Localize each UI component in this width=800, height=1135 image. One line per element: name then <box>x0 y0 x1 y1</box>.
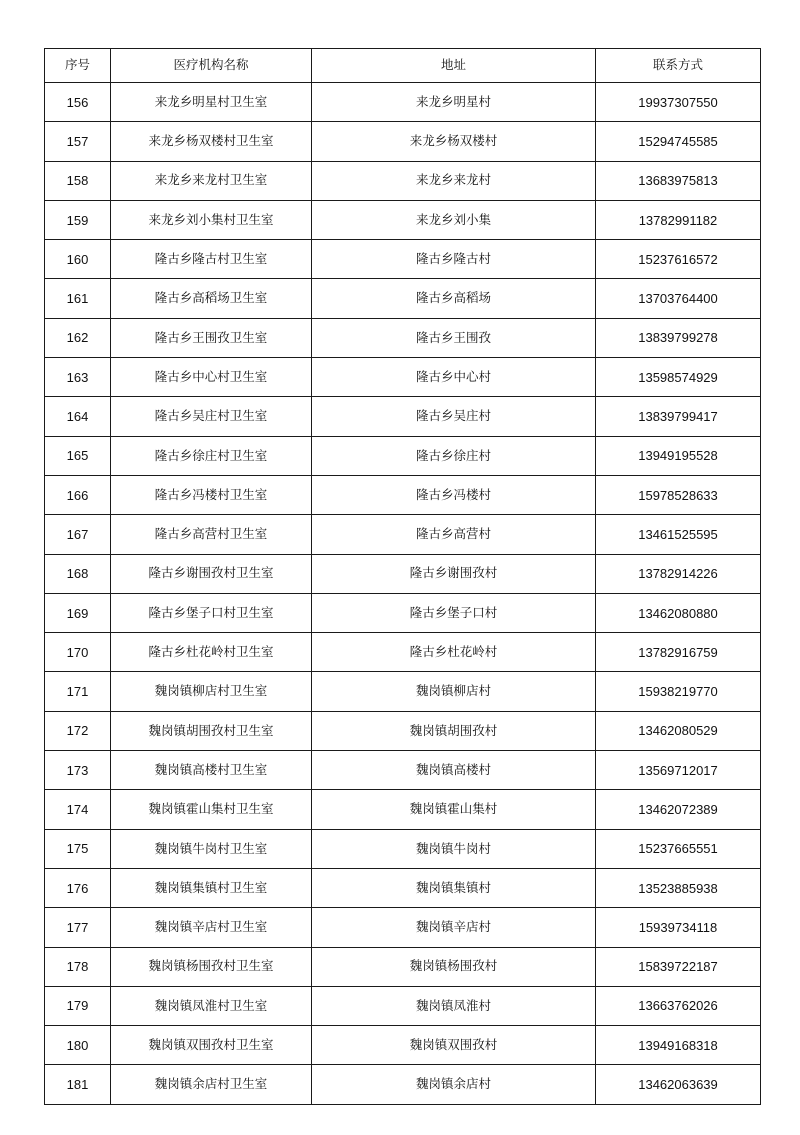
cell-institution-name: 隆古乡高营村卫生室 <box>111 515 312 554</box>
table-row <box>45 397 761 436</box>
table-row <box>45 122 761 161</box>
cell-serial: 156 <box>45 83 111 122</box>
cell-institution-name: 来龙乡刘小集村卫生室 <box>111 200 312 239</box>
cell-serial: 161 <box>45 279 111 318</box>
cell-contact: 13683975813 <box>596 161 761 200</box>
cell-address: 来龙乡来龙村 <box>312 161 596 200</box>
cell-address: 魏岗镇杨围孜村 <box>312 947 596 986</box>
cell-contact: 13782991182 <box>596 200 761 239</box>
cell-address: 魏岗镇辛店村 <box>312 908 596 947</box>
table-row <box>45 593 761 632</box>
table-row <box>45 1065 761 1104</box>
cell-institution-name: 隆古乡堡子口村卫生室 <box>111 593 312 632</box>
cell-institution-name: 隆古乡吴庄村卫生室 <box>111 397 312 436</box>
cell-address: 魏岗镇集镇村 <box>312 868 596 907</box>
cell-serial: 179 <box>45 986 111 1025</box>
cell-address: 隆古乡杜花岭村 <box>312 633 596 672</box>
cell-institution-name: 隆古乡高稻场卫生室 <box>111 279 312 318</box>
cell-contact: 13949168318 <box>596 1026 761 1065</box>
cell-institution-name: 隆古乡徐庄村卫生室 <box>111 436 312 475</box>
cell-contact: 15978528633 <box>596 475 761 514</box>
cell-address: 魏岗镇高楼村 <box>312 751 596 790</box>
header-contact: 联系方式 <box>596 49 761 83</box>
table-row <box>45 672 761 711</box>
cell-serial: 165 <box>45 436 111 475</box>
cell-contact: 13782916759 <box>596 633 761 672</box>
cell-serial: 171 <box>45 672 111 711</box>
cell-contact: 13462072389 <box>596 790 761 829</box>
cell-contact: 15237665551 <box>596 829 761 868</box>
table-row <box>45 868 761 907</box>
cell-contact: 15938219770 <box>596 672 761 711</box>
table-row <box>45 200 761 239</box>
cell-serial: 160 <box>45 240 111 279</box>
header-row <box>45 49 761 83</box>
cell-serial: 166 <box>45 475 111 514</box>
cell-serial: 172 <box>45 711 111 750</box>
cell-contact: 13461525595 <box>596 515 761 554</box>
cell-institution-name: 隆古乡中心村卫生室 <box>111 358 312 397</box>
cell-contact: 13949195528 <box>596 436 761 475</box>
cell-serial: 177 <box>45 908 111 947</box>
table-row <box>45 83 761 122</box>
cell-institution-name: 来龙乡明星村卫生室 <box>111 83 312 122</box>
cell-serial: 169 <box>45 593 111 632</box>
cell-address: 魏岗镇柳店村 <box>312 672 596 711</box>
cell-address: 隆古乡隆古村 <box>312 240 596 279</box>
cell-contact: 13523885938 <box>596 868 761 907</box>
cell-institution-name: 魏岗镇余店村卫生室 <box>111 1065 312 1104</box>
table-row <box>45 986 761 1025</box>
cell-institution-name: 魏岗镇高楼村卫生室 <box>111 751 312 790</box>
cell-contact: 13839799278 <box>596 318 761 357</box>
cell-address: 来龙乡刘小集 <box>312 200 596 239</box>
cell-serial: 167 <box>45 515 111 554</box>
cell-contact: 13782914226 <box>596 554 761 593</box>
table-row <box>45 947 761 986</box>
cell-address: 魏岗镇牛岗村 <box>312 829 596 868</box>
cell-contact: 13462063639 <box>596 1065 761 1104</box>
table-row <box>45 633 761 672</box>
cell-address: 隆古乡高营村 <box>312 515 596 554</box>
cell-address: 来龙乡杨双楼村 <box>312 122 596 161</box>
cell-institution-name: 隆古乡杜花岭村卫生室 <box>111 633 312 672</box>
header-serial: 序号 <box>45 49 111 83</box>
cell-address: 魏岗镇胡围孜村 <box>312 711 596 750</box>
cell-serial: 159 <box>45 200 111 239</box>
table-header <box>45 49 761 83</box>
cell-address: 来龙乡明星村 <box>312 83 596 122</box>
table-row <box>45 475 761 514</box>
cell-address: 魏岗镇凤淮村 <box>312 986 596 1025</box>
table-row <box>45 751 761 790</box>
table-row <box>45 436 761 475</box>
table-row <box>45 358 761 397</box>
cell-serial: 175 <box>45 829 111 868</box>
table-row <box>45 554 761 593</box>
cell-contact: 13703764400 <box>596 279 761 318</box>
cell-serial: 176 <box>45 868 111 907</box>
table-row <box>45 279 761 318</box>
cell-serial: 181 <box>45 1065 111 1104</box>
table-row <box>45 908 761 947</box>
cell-contact: 13569712017 <box>596 751 761 790</box>
cell-serial: 173 <box>45 751 111 790</box>
cell-address: 隆古乡王围孜 <box>312 318 596 357</box>
cell-institution-name: 隆古乡王围孜卫生室 <box>111 318 312 357</box>
cell-contact: 19937307550 <box>596 83 761 122</box>
cell-contact: 15839722187 <box>596 947 761 986</box>
table-row <box>45 161 761 200</box>
table-row <box>45 515 761 554</box>
table-row <box>45 318 761 357</box>
cell-contact: 15939734118 <box>596 908 761 947</box>
cell-serial: 180 <box>45 1026 111 1065</box>
cell-institution-name: 隆古乡谢围孜村卫生室 <box>111 554 312 593</box>
cell-institution-name: 隆古乡冯楼村卫生室 <box>111 475 312 514</box>
cell-address: 隆古乡冯楼村 <box>312 475 596 514</box>
table-row <box>45 829 761 868</box>
cell-address: 隆古乡堡子口村 <box>312 593 596 632</box>
cell-institution-name: 来龙乡杨双楼村卫生室 <box>111 122 312 161</box>
cell-institution-name: 隆古乡隆古村卫生室 <box>111 240 312 279</box>
cell-institution-name: 魏岗镇杨围孜村卫生室 <box>111 947 312 986</box>
cell-address: 魏岗镇余店村 <box>312 1065 596 1104</box>
cell-contact: 13462080880 <box>596 593 761 632</box>
cell-contact: 13839799417 <box>596 397 761 436</box>
cell-institution-name: 魏岗镇辛店村卫生室 <box>111 908 312 947</box>
table-body <box>45 83 761 1105</box>
cell-address: 隆古乡高稻场 <box>312 279 596 318</box>
cell-serial: 158 <box>45 161 111 200</box>
cell-institution-name: 魏岗镇胡围孜村卫生室 <box>111 711 312 750</box>
cell-address: 魏岗镇双围孜村 <box>312 1026 596 1065</box>
cell-address: 隆古乡徐庄村 <box>312 436 596 475</box>
cell-address: 隆古乡中心村 <box>312 358 596 397</box>
clinic-table <box>44 48 761 1105</box>
cell-serial: 163 <box>45 358 111 397</box>
table-row <box>45 790 761 829</box>
cell-institution-name: 魏岗镇双围孜村卫生室 <box>111 1026 312 1065</box>
cell-contact: 13598574929 <box>596 358 761 397</box>
header-address: 地址 <box>312 49 596 83</box>
cell-contact: 15237616572 <box>596 240 761 279</box>
header-institution-name: 医疗机构名称 <box>111 49 312 83</box>
table-row <box>45 1026 761 1065</box>
table-row <box>45 711 761 750</box>
cell-address: 隆古乡吴庄村 <box>312 397 596 436</box>
cell-serial: 164 <box>45 397 111 436</box>
cell-serial: 168 <box>45 554 111 593</box>
table-row <box>45 240 761 279</box>
cell-contact: 13462080529 <box>596 711 761 750</box>
cell-contact: 15294745585 <box>596 122 761 161</box>
cell-institution-name: 魏岗镇柳店村卫生室 <box>111 672 312 711</box>
cell-serial: 162 <box>45 318 111 357</box>
cell-serial: 174 <box>45 790 111 829</box>
cell-serial: 157 <box>45 122 111 161</box>
cell-institution-name: 来龙乡来龙村卫生室 <box>111 161 312 200</box>
cell-institution-name: 魏岗镇牛岗村卫生室 <box>111 829 312 868</box>
cell-institution-name: 魏岗镇霍山集村卫生室 <box>111 790 312 829</box>
cell-address: 魏岗镇霍山集村 <box>312 790 596 829</box>
cell-contact: 13663762026 <box>596 986 761 1025</box>
cell-address: 隆古乡谢围孜村 <box>312 554 596 593</box>
cell-serial: 178 <box>45 947 111 986</box>
cell-institution-name: 魏岗镇集镇村卫生室 <box>111 868 312 907</box>
cell-serial: 170 <box>45 633 111 672</box>
cell-institution-name: 魏岗镇凤淮村卫生室 <box>111 986 312 1025</box>
